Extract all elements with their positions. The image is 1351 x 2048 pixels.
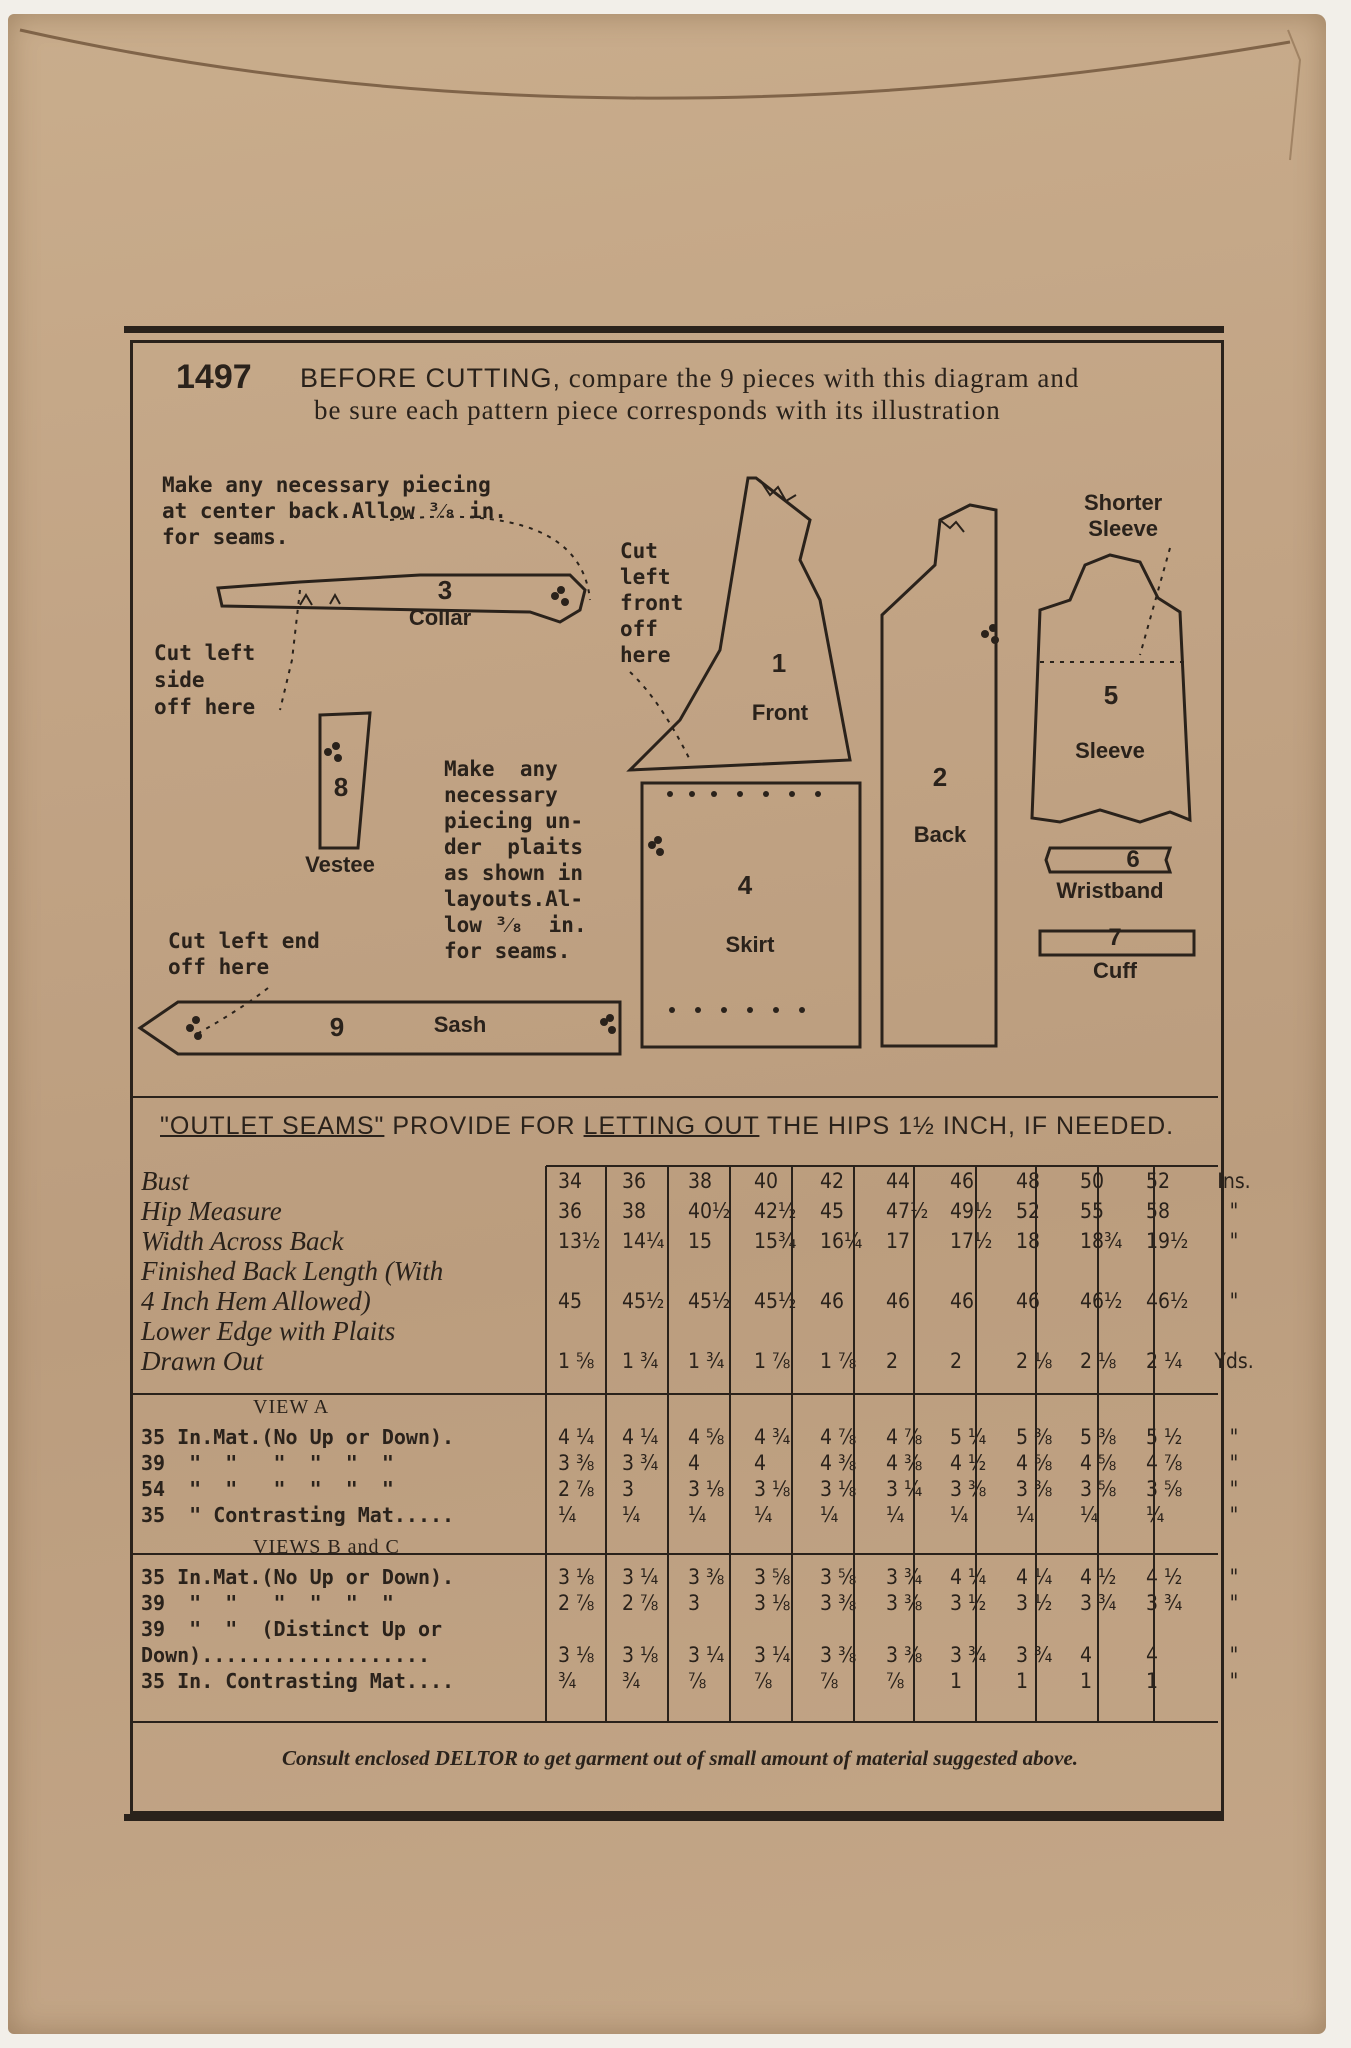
note-shorter-sleeve: Shorter Sleeve — [1084, 490, 1163, 541]
views-b-c-label: 35 In. Contrasting Mat.... — [141, 1669, 455, 1693]
measurement-cell: 40½ — [688, 1199, 731, 1223]
views-b-c-title: VIEWS B and C — [253, 1536, 400, 1558]
view-a-label: 39 " " " " " " — [141, 1451, 394, 1475]
measurement-cell: 47½ — [886, 1199, 929, 1223]
measurement-label: Drawn Out — [141, 1346, 264, 1376]
measurement-cell: 14¼ — [622, 1229, 665, 1253]
views-b-c-cell: 2 ⅞ — [558, 1591, 595, 1615]
measurement-unit: " — [1229, 1229, 1239, 1253]
measurement-cell: 17 — [886, 1229, 911, 1253]
measurement-cell: 36 — [558, 1199, 583, 1223]
views-b-c-cell: 2 ⅞ — [622, 1591, 659, 1615]
views-b-c-cell: ⅞ — [754, 1669, 773, 1693]
measurement-cell: 38 — [688, 1169, 713, 1193]
before-cutting: BEFORE CUTTING, — [300, 363, 562, 393]
piece-7-name: Cuff — [1093, 958, 1137, 983]
views-b-c-label: 35 In.Mat.(No Up or Down). — [141, 1565, 455, 1589]
view-a-cell: ¼ — [950, 1503, 969, 1527]
measurement-unit: " — [1229, 1199, 1239, 1223]
measurement-cell: 48 — [1016, 1169, 1041, 1193]
view-a-cell: 5 ¼ — [950, 1425, 987, 1449]
view-a-unit: " — [1229, 1451, 1239, 1475]
view-a-cell: 4 ½ — [950, 1451, 987, 1475]
views-b-c-unit: " — [1229, 1643, 1239, 1667]
measurement-cell: 50 — [1080, 1169, 1105, 1193]
view-a-cell: 4 ⅝ — [688, 1425, 725, 1449]
piece-1-number: 1 — [771, 648, 787, 678]
views-b-c-cell: ¾ — [622, 1669, 641, 1693]
measurement-cell: 42½ — [754, 1199, 797, 1223]
outlet-hips: THE HIPS 1½ INCH, IF NEEDED. — [766, 1112, 1175, 1140]
view-a-cell: 3 ⅜ — [558, 1451, 595, 1475]
views-b-c-cell: 1 — [1080, 1669, 1093, 1693]
measurement-cell: 16¼ — [820, 1229, 863, 1253]
piece-6-number: 6 — [1126, 846, 1140, 873]
measurement-cell: 45 — [820, 1199, 845, 1223]
view-a-cell: 4 ⅞ — [1146, 1451, 1183, 1475]
view-a-label: 35 In.Mat.(No Up or Down). — [141, 1425, 455, 1449]
view-a-cell: 4 ⅜ — [886, 1451, 923, 1475]
view-a-cell: 3 ¾ — [622, 1451, 659, 1475]
view-a-cell: ¼ — [886, 1503, 905, 1527]
views-b-c-cell: ⅞ — [886, 1669, 905, 1693]
note-piecing-back: Make any necessary piecing at center back.Allow ³⁄₈ in. for seams. — [162, 473, 507, 549]
outlet-letting-out: LETTING OUT — [583, 1112, 760, 1140]
view-a-cell: 3 ⅝ — [1146, 1477, 1183, 1501]
view-a-cell: ¼ — [622, 1503, 641, 1527]
view-a-unit: " — [1229, 1477, 1239, 1501]
view-a-cell: ¼ — [688, 1503, 707, 1527]
piece-4-name: Skirt — [725, 932, 775, 957]
view-a-cell: 4 ⅝ — [1080, 1451, 1117, 1475]
view-a-label: 35 " Contrasting Mat..... — [141, 1503, 455, 1527]
views-b-c-cell: 3 ¾ — [950, 1643, 987, 1667]
view-a-cell: ¼ — [1016, 1503, 1035, 1527]
measurement-cell: 15 — [688, 1229, 713, 1253]
measurement-cell: 52 — [1146, 1169, 1171, 1193]
views-b-c-cell: 3 ¼ — [754, 1643, 791, 1667]
measurement-cell: 38 — [622, 1199, 647, 1223]
measurement-cell: 17½ — [950, 1229, 993, 1253]
piece-5-name: Sleeve — [1075, 738, 1145, 763]
views-b-c-cell: 3 — [688, 1591, 701, 1615]
views-b-c-cell: 3 ⅜ — [688, 1565, 725, 1589]
measurement-cell: 1 ⅞ — [754, 1349, 791, 1373]
view-a-cell: ¼ — [1080, 1503, 1099, 1527]
views-b-c-cell: 3 ⅜ — [886, 1591, 923, 1615]
views-b-c-cell: 4 — [1080, 1643, 1093, 1667]
measurement-cell: 2 — [950, 1349, 963, 1373]
measurement-cell: 40 — [754, 1169, 779, 1193]
view-a-cell: ¼ — [754, 1503, 773, 1527]
piece-6-name: Wristband — [1056, 878, 1164, 903]
views-b-c-cell: ¾ — [558, 1669, 577, 1693]
measurement-cell: 2 ¼ — [1146, 1349, 1183, 1373]
measurement-cell: 44 — [886, 1169, 911, 1193]
view-a-cell: 4 — [754, 1451, 767, 1475]
views-b-c-cell: 1 — [1016, 1669, 1029, 1693]
measurement-cell: 18 — [1016, 1229, 1041, 1253]
views-b-c-cell: 3 ¼ — [688, 1643, 725, 1667]
measurement-cell: 36 — [622, 1169, 647, 1193]
views-b-c-cell: 4 ¼ — [1016, 1565, 1053, 1589]
view-a-title: VIEW A — [253, 1396, 330, 1418]
measurement-cell: 52 — [1016, 1199, 1041, 1223]
views-b-c-cell: 3 ⅛ — [754, 1591, 791, 1615]
measurement-cell: 55 — [1080, 1199, 1105, 1223]
views-b-c-label: 39 " " (Distinct Up or — [141, 1617, 443, 1641]
views-b-c-cell: 3 ⅛ — [558, 1643, 595, 1667]
outlet-seams-title: "OUTLET SEAMS" — [160, 1112, 385, 1140]
measurement-unit: Yds. — [1214, 1349, 1254, 1373]
view-a-cell: 3 ⅛ — [820, 1477, 857, 1501]
measurement-cell: 2 — [886, 1349, 899, 1373]
views-b-c-cell: 3 ¾ — [1146, 1591, 1183, 1615]
views-b-c-label: Down)................... — [141, 1643, 430, 1667]
views-b-c-cell: 3 ½ — [1016, 1591, 1053, 1615]
views-b-c-cell: 3 ½ — [950, 1591, 987, 1615]
view-a-cell: 4 ¼ — [622, 1425, 659, 1449]
views-b-c-cell: 3 ⅜ — [820, 1591, 857, 1615]
views-b-c-unit: " — [1229, 1591, 1239, 1615]
measurement-unit: " — [1229, 1289, 1239, 1313]
measurement-cell: 1 ¾ — [688, 1349, 725, 1373]
views-b-c-unit: " — [1229, 1669, 1239, 1693]
measurement-cell: 13½ — [558, 1229, 601, 1253]
piece-8-number: 8 — [333, 772, 349, 802]
measurement-label: Finished Back Length (With — [141, 1256, 444, 1286]
view-a-cell: 5 ⅜ — [1080, 1425, 1117, 1449]
view-a-cell: 4 — [688, 1451, 701, 1475]
measurement-cell: 19½ — [1146, 1229, 1189, 1253]
view-a-cell: 3 ⅜ — [1016, 1477, 1053, 1501]
measurement-cell: 34 — [558, 1169, 583, 1193]
measurement-cell: 15¾ — [754, 1229, 797, 1253]
views-b-c-cell: 4 ½ — [1146, 1565, 1183, 1589]
view-a-cell: 5 ⅜ — [1016, 1425, 1053, 1449]
views-b-c-cell: 1 — [950, 1669, 963, 1693]
piece-9-name: Sash — [433, 1012, 487, 1037]
views-b-c-cell: ⅞ — [688, 1669, 707, 1693]
measurement-cell: 42 — [820, 1169, 845, 1193]
view-a-cell: 4 ¼ — [558, 1425, 595, 1449]
pattern-number: 1497 — [176, 358, 252, 396]
piece-5-number: 5 — [1103, 680, 1119, 710]
measurement-cell: 45½ — [754, 1289, 797, 1313]
measurement-cell: 46½ — [1146, 1289, 1189, 1313]
views-b-c-cell: 3 ⅜ — [820, 1643, 857, 1667]
piece-1-name: Front — [751, 700, 809, 725]
views-b-c-cell: 4 ¼ — [950, 1565, 987, 1589]
views-b-c-cell: 3 ¾ — [1080, 1591, 1117, 1615]
header-line-1-rest: compare the 9 pieces with this diagram and — [568, 363, 1080, 393]
views-b-c-cell: 3 ⅝ — [754, 1565, 791, 1589]
measurement-cell: 46½ — [1080, 1289, 1123, 1313]
views-b-c-cell: 3 ⅛ — [622, 1643, 659, 1667]
measurement-cell: 46 — [886, 1289, 911, 1313]
measurement-cell: 58 — [1146, 1199, 1171, 1223]
views-b-c-cell: 4 — [1146, 1643, 1159, 1667]
view-a-cell: 4 ⅜ — [820, 1451, 857, 1475]
note-piecing-plaits: Make any necessary piecing un- der plaits as shown in layouts.Al- low ³⁄₈ in. for seams. — [444, 757, 587, 963]
piece-2-name: Back — [913, 822, 967, 847]
note-cut-left-front: Cut left front off here — [620, 539, 684, 667]
note-cut-left-side: Cut left side off here — [154, 641, 256, 719]
view-a-cell: 5 ½ — [1146, 1425, 1183, 1449]
views-b-c-cell: 3 ⅛ — [558, 1565, 595, 1589]
views-b-c-cell: 4 ½ — [1080, 1565, 1117, 1589]
header-line-2: be sure each pattern piece corresponds with its illustration — [314, 395, 1001, 425]
views-b-c-cell: 3 ⅜ — [886, 1643, 923, 1667]
view-a-cell: 3 — [622, 1477, 635, 1501]
measurement-label: Hip Measure — [141, 1196, 282, 1226]
measurement-unit: Ins. — [1217, 1169, 1251, 1193]
view-a-cell: 4 ⅝ — [1016, 1451, 1053, 1475]
view-a-cell: 3 ⅛ — [754, 1477, 791, 1501]
measurement-cell: 1 ⅝ — [558, 1349, 595, 1373]
view-a-unit: " — [1229, 1425, 1239, 1449]
measurement-cell: 2 ⅛ — [1080, 1349, 1117, 1373]
view-a-cell: 3 ⅛ — [688, 1477, 725, 1501]
measurement-cell: 46 — [1016, 1289, 1041, 1313]
view-a-cell: ¼ — [558, 1503, 577, 1527]
view-a-cell: 2 ⅞ — [558, 1477, 595, 1501]
measurement-cell: 1 ⅞ — [820, 1349, 857, 1373]
views-b-c-cell: ⅞ — [820, 1669, 839, 1693]
view-a-unit: " — [1229, 1503, 1239, 1527]
views-b-c-cell: 3 ¾ — [1016, 1643, 1053, 1667]
outlet-provide: PROVIDE FOR — [392, 1112, 576, 1140]
note-cut-left-end: Cut left end off here — [168, 929, 320, 979]
view-a-cell: 4 ¾ — [754, 1425, 791, 1449]
view-a-cell: 3 ⅜ — [950, 1477, 987, 1501]
views-b-c-cell: 3 ⅝ — [820, 1565, 857, 1589]
measurement-label: Lower Edge with Plaits — [141, 1316, 396, 1346]
views-b-c-label: 39 " " " " " " — [141, 1591, 394, 1615]
piece-8-name: Vestee — [305, 852, 375, 877]
piece-3-name: Collar — [408, 605, 472, 630]
views-b-c-unit: " — [1229, 1565, 1239, 1589]
views-b-c-cell: 3 ¼ — [622, 1565, 659, 1589]
piece-3-number: 3 — [437, 575, 453, 605]
view-a-cell: 3 ⅝ — [1080, 1477, 1117, 1501]
piece-4-number: 4 — [737, 870, 753, 900]
view-a-cell: ¼ — [1146, 1503, 1165, 1527]
view-a-cell: ¼ — [820, 1503, 839, 1527]
piece-9-number: 9 — [329, 1012, 345, 1042]
measurement-cell: 45½ — [688, 1289, 731, 1313]
piece-2-number: 2 — [932, 762, 948, 792]
views-b-c-cell: 3 ¾ — [886, 1565, 923, 1589]
view-a-cell: 3 ¼ — [886, 1477, 923, 1501]
piece-7-number: 7 — [1108, 924, 1122, 951]
measurement-cell: 46 — [950, 1169, 975, 1193]
measurement-cell: 46 — [950, 1289, 975, 1313]
view-a-label: 54 " " " " " " — [141, 1477, 394, 1501]
view-a-cell: 4 ⅞ — [820, 1425, 857, 1449]
measurement-label: Width Across Back — [141, 1226, 344, 1256]
measurement-cell: 1 ¾ — [622, 1349, 659, 1373]
measurement-cell: 46 — [820, 1289, 845, 1313]
measurement-cell: 45½ — [622, 1289, 665, 1313]
views-b-c-cell: 1 — [1146, 1669, 1159, 1693]
measurement-cell: 18¾ — [1080, 1229, 1123, 1253]
measurement-cell: 49½ — [950, 1199, 993, 1223]
measurement-cell: 45 — [558, 1289, 583, 1313]
view-a-cell: 4 ⅞ — [886, 1425, 923, 1449]
measurement-cell: 2 ⅛ — [1016, 1349, 1053, 1373]
consult-deltor-note: Consult enclosed DELTOR to get garment out of small amount of material suggested above. — [281, 1746, 1079, 1770]
measurement-label: 4 Inch Hem Allowed) — [141, 1286, 371, 1316]
measurement-label: Bust — [141, 1166, 190, 1196]
